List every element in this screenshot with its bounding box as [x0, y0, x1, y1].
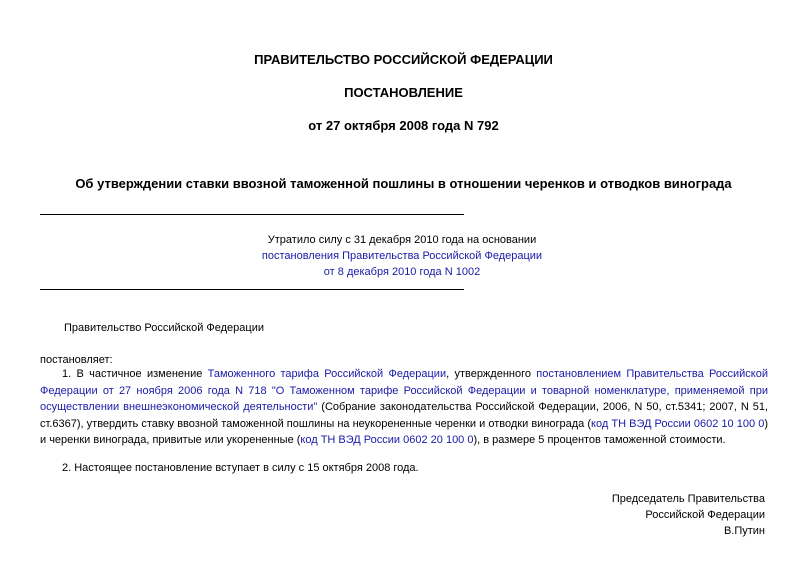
hs-code-link-1[interactable]: код ТН ВЭД России 0602 10 100 0 [591, 417, 765, 430]
paragraph-1-text-d: ) и черенки винограда, привитые или укорененные ( [40, 417, 768, 446]
paragraph-1-text-a: 1. В частичное изменение [62, 368, 208, 380]
signature-title-line2: Российской Федерации [645, 509, 765, 521]
bottom-divider [40, 289, 464, 290]
top-divider [40, 214, 464, 215]
hs-code-link-2[interactable]: код ТН ВЭД России 0602 20 100 0 [300, 434, 474, 446]
repeal-resolution-date-link[interactable]: от 8 декабря 2010 года N 1002 [323, 266, 481, 278]
signature-title-line1: Председатель Правительства [611, 493, 765, 505]
paragraph-1-text-c: (Собрание законодательства Российской Федерации, 2006, N 50, ст.5341; 2007, N 51, ст.6367), утвердить ставку ввозной таможенной пошлины на неукорененные черенки и отводки винограда ( [40, 401, 768, 430]
signature-name: В.Путин [723, 525, 765, 537]
document-title: Об утверждении ставки ввозной таможенной пошлины в отношении черенков и отводков винограда [75, 176, 732, 191]
paragraph-2: 2. Настоящее постановление вступает в силу с 15 октября 2008 года. [62, 462, 419, 474]
status-note [192, 232, 612, 280]
paragraph-1-text-b: , утвержденного [446, 368, 537, 380]
signature-block [612, 491, 765, 539]
paragraph-1-text-e: ), в размере 5 процентов таможенной стоимости. [473, 434, 726, 446]
org-heading: ПРАВИТЕЛЬСТВО РОССИЙСКОЙ ФЕДЕРАЦИИ [254, 52, 553, 67]
resolution-718-link[interactable]: постановлением Правительства Российской Федерации от 27 ноября 2006 года N 718 "О Таможенном тарифе Российской Федерации и товарной номенклатуре, применяемой при осуществлении внешнеэкономической деятельности" [40, 368, 768, 413]
document-type-heading: ПОСТАНОВЛЕНИЕ [344, 85, 463, 100]
decides-text: постановляет: [40, 354, 113, 366]
repeal-resolution-link[interactable]: постановления Правительства Российской Федерации [261, 250, 543, 262]
date-number-heading: от 27 октября 2008 года N 792 [308, 118, 499, 133]
status-note-text: Утратило силу с 31 декабря 2010 года на основании [267, 234, 537, 246]
intro-text: Правительство Российской Федерации [64, 322, 264, 334]
customs-tariff-link[interactable]: Таможенного тарифа Российской Федерации [207, 368, 447, 380]
paragraph-1 [40, 366, 768, 449]
